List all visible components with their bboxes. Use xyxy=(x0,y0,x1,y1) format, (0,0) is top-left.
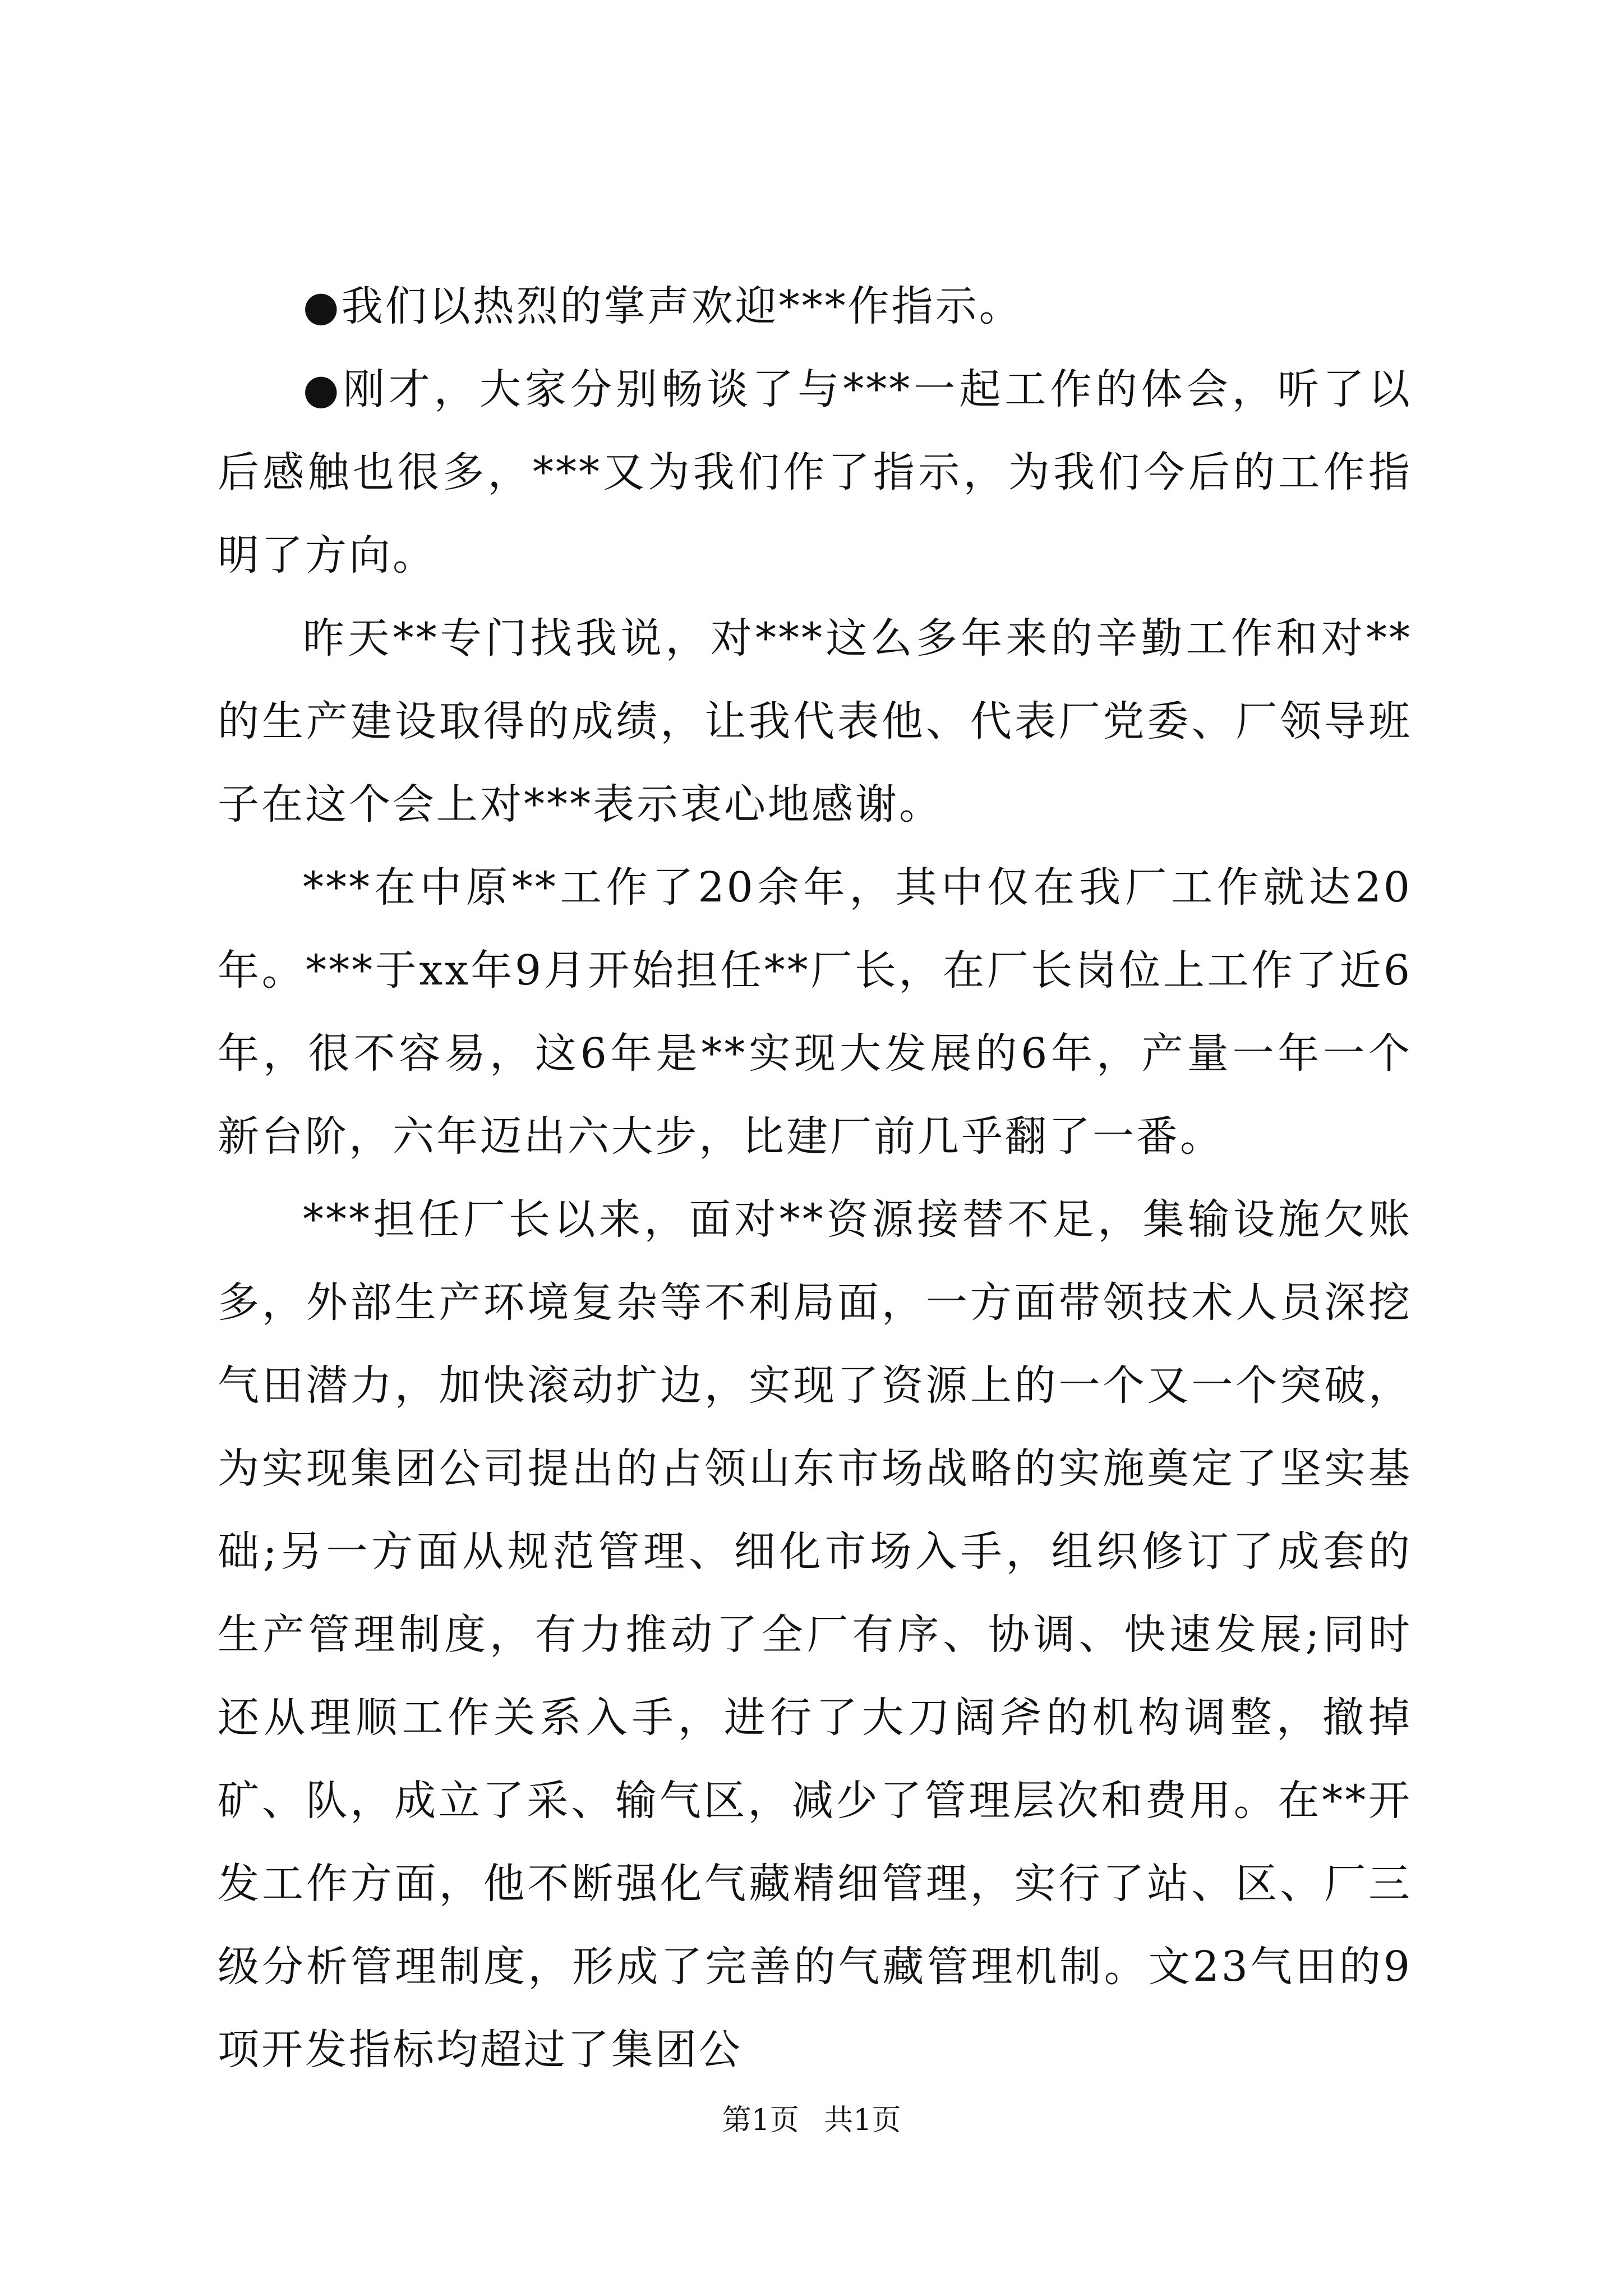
paragraph-tenure: ***在中原**工作了20余年，其中仅在我厂工作就达20年。***于xx年9月开始担任**厂长，在厂长岗位上工作了近6年，很不容易，这6年是**实现大发展的6年，产量一年一个新台阶，六年迈出六大步，比建厂前几乎翻了一番。 xyxy=(218,863,1412,1161)
document-body xyxy=(218,265,1412,2091)
page-total: 共1页 xyxy=(824,2104,901,2137)
paragraph-experience: ●刚才，大家分别畅谈了与***一起工作的体会，听了以后感触也很多，***又为我们作了指示，为我们今后的工作指明了方向。 xyxy=(218,365,1412,579)
paragraph-thanks: 昨天**专门找我说，对***这么多年来的辛勤工作和对**的生产建设取得的成绩，让我代表他、代表厂党委、厂领导班子在这个会上对***表示衷心地感谢。 xyxy=(218,614,1412,829)
page-number: 第1页 xyxy=(722,2104,799,2137)
page-footer xyxy=(0,2101,1623,2140)
paragraph-applause: ●我们以热烈的掌声欢迎***作指示。 xyxy=(303,282,1023,330)
paragraph-achievements: ***担任厂长以来，面对**资源接替不足，集输设施欠账多，外部生产环境复杂等不利局面，一方面带领技术人员深挖气田潜力，加快滚动扩边，实现了资源上的一个又一个突破，为实现集团公司提出的占领山东市场战略的实施奠定了坚实基础;另一方面从规范管理、细化市场入手，组织修订了成套的生产管理制度，有力推动了全厂有序、协调、快速发展;同时还从理顺工作关系入手，进行了大刀阔斧的机构调整，撤掉矿、队，成立了采、输气区，减少了管理层次和费用。在**开发工作方面，他不断强化气藏精细管理，实行了站、区、厂三级分析管理制度，形成了完善的气藏管理机制。文23气田的9项开发指标均超过了集团公 xyxy=(218,1195,1412,2074)
